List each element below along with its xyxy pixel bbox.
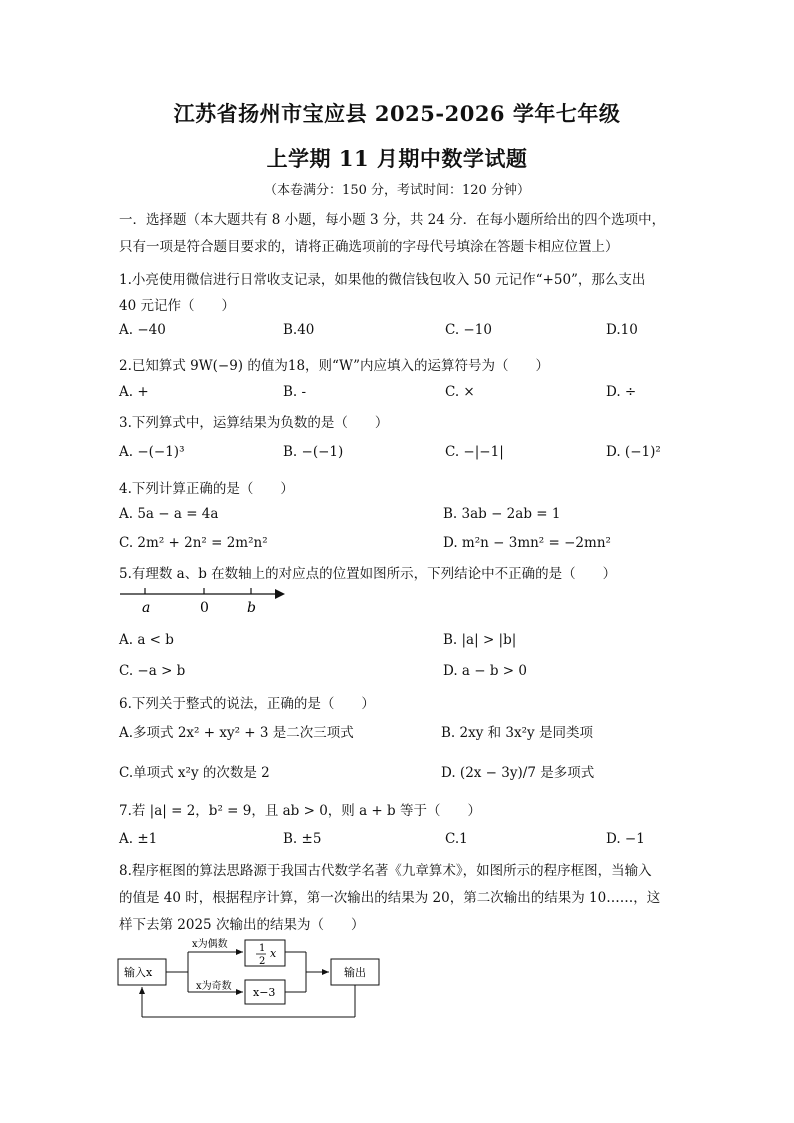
q5-option-a[interactable]: A. a < b [119, 632, 174, 648]
q1-option-a[interactable]: A. −40 [119, 322, 166, 338]
q1-option-c[interactable]: C. −10 [445, 322, 492, 338]
q8-stem-line2: 的值是 40 时，根据程序计算，第一次输出的结果为 20，第二次输出的结果为 10……，这 [119, 890, 661, 906]
q6-option-c[interactable]: C.单项式 x²y 的次数是 2 [119, 765, 270, 781]
q3-stem: 3.下列算式中，运算结果为负数的是（ ） [119, 415, 389, 431]
q3-option-c[interactable]: C. −|−1| [445, 444, 504, 460]
half-numerator: 1 [259, 943, 266, 954]
exam-info: （本卷满分：150 分，考试时间：120 分钟） [264, 183, 530, 198]
q7-stem: 7.若 |a| = 2，b² = 9，且 ab > 0，则 a + b 等于（ ） [119, 803, 481, 819]
output-box-label: 输出 [344, 966, 366, 979]
q6-stem: 6.下列关于整式的说法，正确的是（ ） [119, 696, 375, 712]
q1-option-b[interactable]: B.40 [283, 322, 315, 338]
q2-option-a[interactable]: A. + [119, 384, 149, 400]
q3-option-a[interactable]: A. −(−1)³ [119, 444, 185, 460]
q4-option-b[interactable]: B. 3ab − 2ab = 1 [443, 506, 561, 522]
input-box-label: 输入x [124, 966, 153, 979]
label-even: x为偶数 [192, 939, 228, 950]
q2-option-d[interactable]: D. ÷ [606, 384, 637, 400]
q3-option-d[interactable]: D. (−1)² [606, 444, 661, 460]
page-subtitle: 上学期 11 月期中数学试题 [266, 146, 528, 171]
q1-option-d[interactable]: D.10 [606, 322, 638, 338]
section-header-line1: 一．选择题（本大题共有 8 小题，每小题 3 分，共 24 分．在每小题所给出的四个选项中， [119, 212, 666, 228]
q8-stem-line1: 8.程序框图的算法思路源于我国古代数学名著《九章算术》，如图所示的程序框图，当输入 [119, 863, 652, 879]
q6-option-b[interactable]: B. 2xy 和 3x²y 是同类项 [441, 725, 593, 741]
q5-option-d[interactable]: D. a − b > 0 [443, 663, 527, 679]
q7-option-a[interactable]: A. ±1 [119, 831, 158, 847]
q4-option-d[interactable]: D. m²n − 3mn² = −2mn² [443, 535, 611, 551]
q2-option-c[interactable]: C. × [445, 384, 475, 400]
q2-stem: 2.已知算式 9W(−9) 的值为18，则“W”内应填入的运算符号为（ ） [119, 358, 549, 374]
axis-label-a: a [142, 600, 151, 616]
q1-stem-line1: 1.小亮使用微信进行日常收支记录，如果他的微信钱包收入 50 元记作“+50”，那么支出 [119, 272, 646, 288]
program-flowchart [110, 935, 400, 1025]
q1-stem-line2: 40 元记作（ ） [119, 298, 235, 314]
q5-stem: 5.有理数 a、b 在数轴上的对应点的位置如图所示，下列结论中不正确的是（ ） [119, 566, 617, 582]
label-odd: x为奇数 [196, 981, 232, 992]
number-line-arrow-icon [275, 589, 285, 599]
page-title: 江苏省扬州市宝应县 2025-2026 学年七年级 [173, 101, 621, 126]
axis-label-b: b [247, 600, 256, 616]
q4-option-c[interactable]: C. 2m² + 2n² = 2m²n² [119, 535, 268, 551]
q3-option-b[interactable]: B. −(−1) [283, 444, 344, 460]
q7-option-c[interactable]: C.1 [445, 831, 468, 847]
q5-option-b[interactable]: B. |a| > |b| [443, 632, 517, 648]
half-variable: x [270, 947, 277, 960]
q5-option-c[interactable]: C. −a > b [119, 663, 186, 679]
q7-option-b[interactable]: B. ±5 [283, 831, 322, 847]
q2-option-b[interactable]: B. - [283, 384, 307, 400]
q7-option-d[interactable]: D. −1 [606, 831, 645, 847]
minus-three-label: x−3 [253, 986, 276, 999]
number-line-figure [115, 582, 295, 616]
section-header-line2: 只有一项是符合题目要求的，请将正确选项前的字母代号填涂在答题卡相应位置上） [119, 239, 619, 255]
q6-option-d[interactable]: D. (2x − 3y)/7 是多项式 [441, 765, 595, 781]
half-denominator: 2 [259, 956, 266, 967]
q8-stem-line3: 样下去第 2025 次输出的结果为（ ） [119, 917, 365, 933]
axis-label-zero: 0 [200, 600, 209, 616]
q4-stem: 4.下列计算正确的是（ ） [119, 481, 294, 497]
q6-option-a[interactable]: A.多项式 2x² + xy² + 3 是二次三项式 [119, 725, 354, 741]
q4-option-a[interactable]: A. 5a − a = 4a [119, 506, 219, 522]
